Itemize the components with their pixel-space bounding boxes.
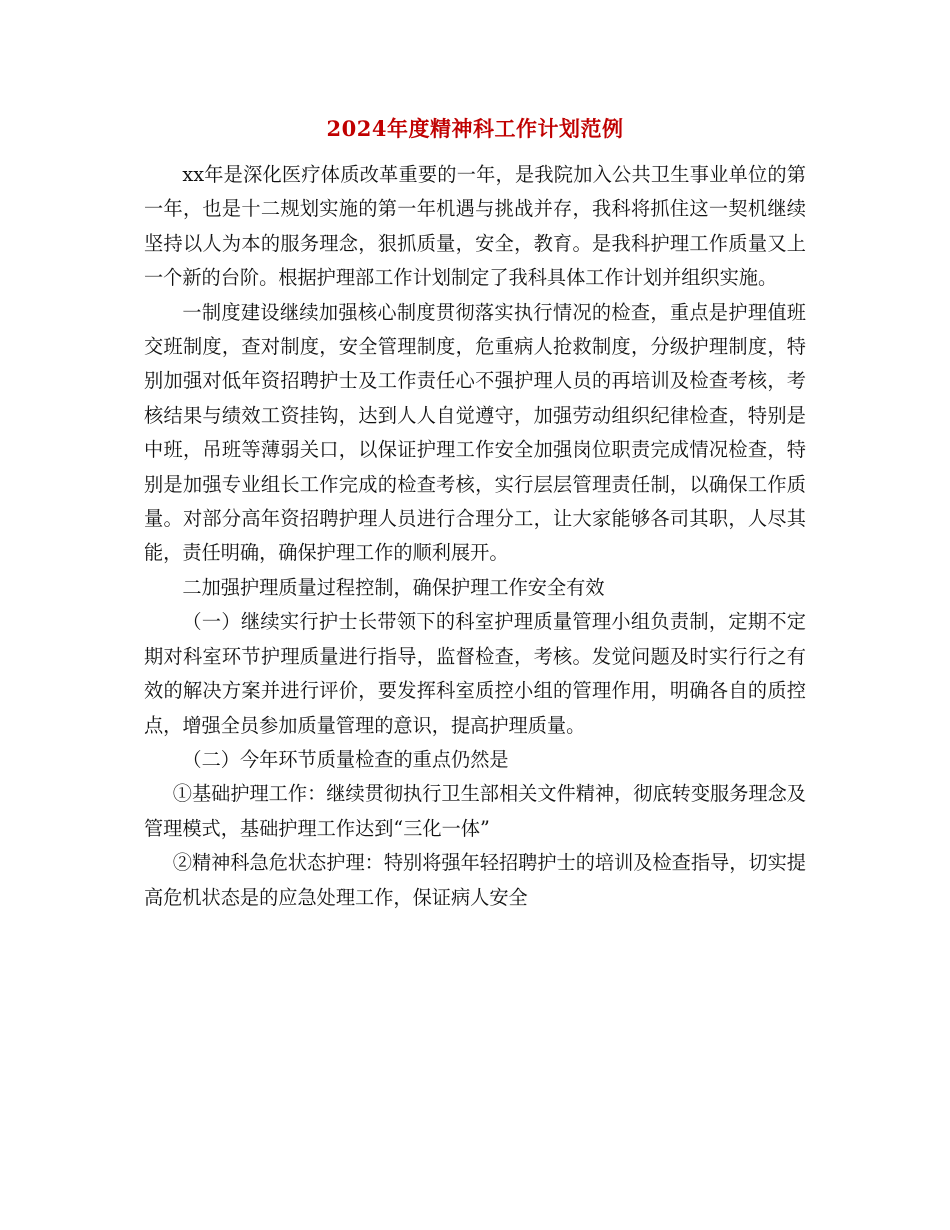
list-item-emergency-care: ②精神科急危状态护理：特别将强年轻招聘护士的培训及检查指导，切实提高危机状态是的应急处理工作，保证病人安全: [144, 851, 806, 909]
document-body: [144, 158, 806, 915]
paragraph-section1: 一制度建设继续加强核心制度贯彻落实执行情况的检查，重点是护理值班交班制度，查对制度，安全管理制度，危重病人抢救制度，分级护理制度，特别加强对低年资招聘护士及工作责任心不强护理人员的再培训及检查考核，考核结果与绩效工资挂钩，达到人人自觉遵守，加强劳动组织纪律检查，特别是中班，吊班等薄弱关口，以保证护理工作安全加强岗位职责完成情况检查，特别是加强专业组长工作完成的检查考核，实行层层管理责任制，以确保工作质量。对部分高年资招聘护理人员进行合理分工，让大家能够各司其职，人尽其能，责任明确，确保护理工作的顺利展开。: [144, 300, 806, 565]
paragraph-intro: xx年是深化医疗体质改革重要的一年，是我院加入公共卫生事业单位的第一年，也是十二规划实施的第一年机遇与挑战并存，我科将抓住这一契机继续坚持以人为本的服务理念，狠抓质量，安全，教育。是我科护理工作质量又上一个新的台阶。根据护理部工作计划制定了我科具体工作计划并组织实施。: [144, 163, 806, 290]
heading-section2: 二加强护理质量过程控制，确保护理工作安全有效: [182, 575, 605, 599]
paragraph-section2-1: （一）继续实行护士长带领下的科室护理质量管理小组负责制，定期不定期对科室环节护理质量进行指导，监督检查，考核。发觉问题及时实行行之有效的解决方案并进行评价，要发挥科室质控小组的管理作用，明确各自的质控点，增强全员参加质量管理的意识，提高护理质量。: [144, 610, 806, 737]
paragraph-section2-2: （二）今年环节质量检查的重点仍然是: [182, 747, 509, 771]
document-title: 2024年度精神科工作计划范例: [326, 116, 624, 141]
list-item-basic-care: ①基础护理工作：继续贯彻执行卫生部相关文件精神，彻底转变服务理念及管理模式，基础护理工作达到“三化一体”: [144, 782, 806, 840]
